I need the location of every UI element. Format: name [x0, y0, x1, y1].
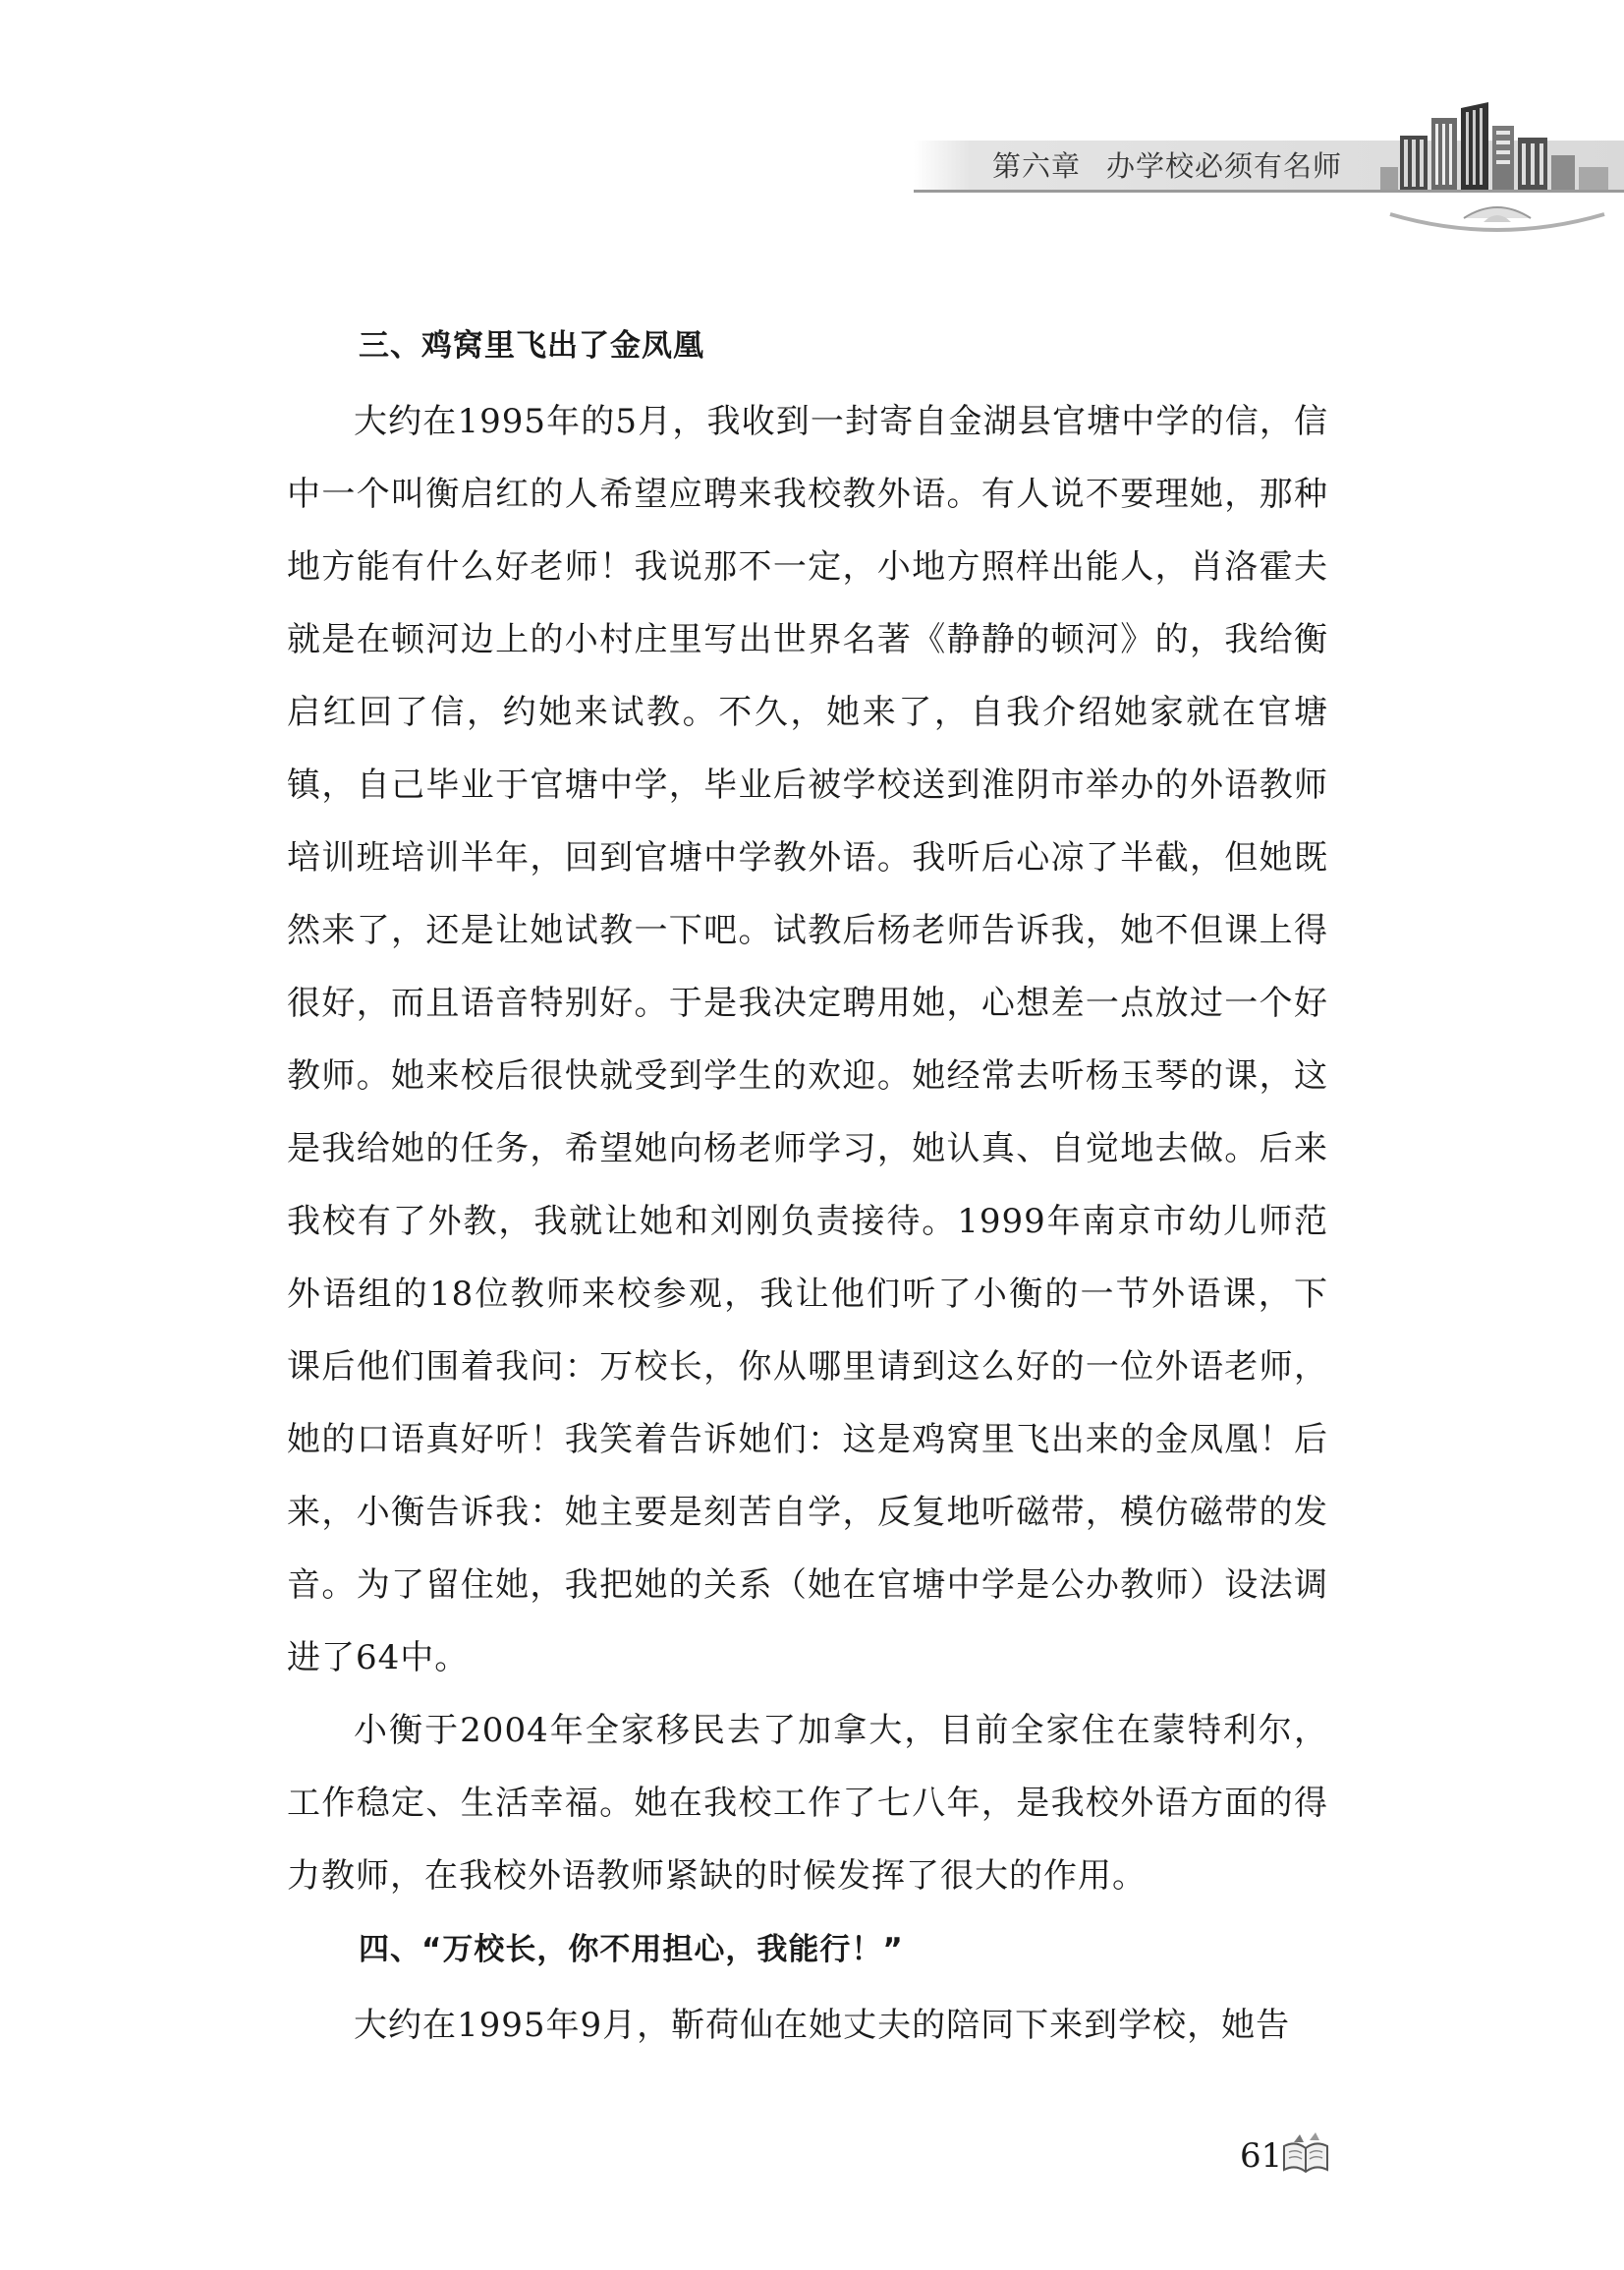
- paragraph: 大约在1995年的5月，我收到一封寄自金湖县官塘中学的信，信中一个叫衡启红的人希望应聘来我校教外语。有人说不要理她，那种地方能有什么好老师！我说那不一定，小地方照样出能人，肖洛霍夫就是在顿河边上的小村庄里写出世界名著《静静的顿河》的，我给衡启红回了信，约她来试教。不久，她来了，自我介绍她家就在官塘镇，自己毕业于官塘中学，毕业后被学校送到淮阴市举办的外语教师培训班培训半年，回到官塘中学教外语。我听后心凉了半截，但她既然来了，还是让她试教一下吧。试教后杨老师告诉我，她不但课上得很好，而且语音特别好。于是我决定聘用她，心想差一点放过一个好教师。她来校后很快就受到学生的欢迎。她经常去听杨玉琴的课，这是我给她的任务，希望她向杨老师学习，她认真、自觉地去做。后来我校有了外教，我就让她和刘刚负责接待。1999年南京市幼儿师范外语组的18位教师来校参观，我让他们听了小衡的一节外语课，下课后他们围着我问：万校长，你从哪里请到这么好的一位外语老师，她的口语真好听！我笑着告诉她们：这是鸡窝里飞出来的金凤凰！后来，小衡告诉我：她主要是刻苦自学，反复地听磁带，模仿磁带的发音。为了留住她，我把她的关系（她在官塘中学是公办教师）设法调进了64中。: [287, 402, 1328, 1677]
- chapter-title: [992, 144, 1342, 188]
- paragraph: 大约在1995年9月，靳荷仙在她丈夫的陪同下来到学校，她告: [354, 2006, 1291, 2045]
- open-book-icon: [1280, 2130, 1331, 2178]
- page-content: [287, 316, 1328, 2062]
- section-heading: 三、鸡窝里飞出了金凤凰: [359, 328, 704, 364]
- chapter-name: 办学校必须有名师: [1106, 149, 1343, 183]
- running-header: [0, 0, 1624, 255]
- section-heading: 四、“万校长，你不用担心，我能行！”: [359, 1932, 904, 1967]
- paragraph: 小衡于2004年全家移民去了加拿大，目前全家住在蒙特利尔，工作稳定、生活幸福。她在我校工作了七八年，是我校外语方面的得力教师，在我校外语教师紧缺的时候发挥了很大的作用。: [287, 1711, 1328, 1896]
- buildings-icon: [1371, 98, 1624, 236]
- section-4: [287, 1920, 1328, 2062]
- chapter-label: 第六章: [992, 149, 1082, 183]
- section-3: [287, 316, 1328, 1912]
- page-number: 61: [1240, 2136, 1283, 2176]
